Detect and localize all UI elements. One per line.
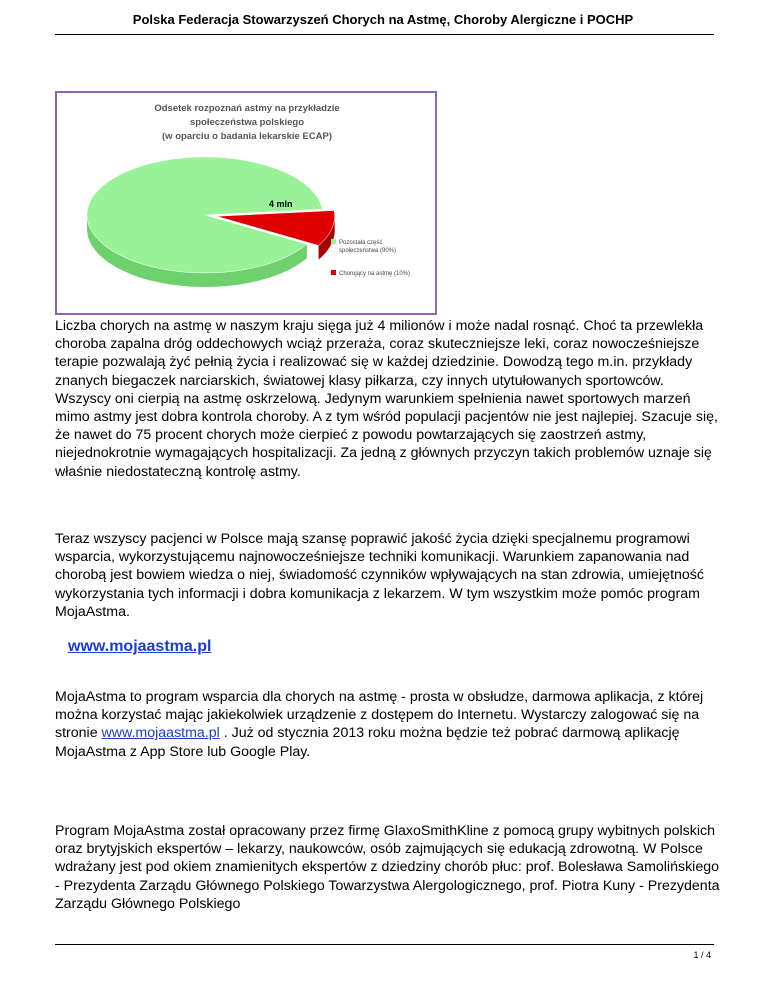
chart-title-line-1: Odsetek rozpoznań astmy na przykładzie <box>154 103 340 114</box>
pie-annotation: 4 mln <box>269 199 293 209</box>
pie-chart <box>57 93 435 313</box>
legend-swatch-0 <box>331 239 336 244</box>
paragraph-mojaastma-text-1: MojaAstma to program wsparcia dla chorych na astmę - prosta w obsłudze, darmowa aplikacja, z której można korzystać mając jakiekolwiek urządzenie z dostępem do Internetu. Wystarczy zalogować się na stronie <box>55 689 704 742</box>
page-header-title: Polska Federacja Stowarzyszeń Chorych na Astmę, Choroby Alergiczne i POCHP <box>132 12 634 27</box>
legend-label-0-line-1: Pozostała część <box>339 240 383 246</box>
chart-title-line-2: społeczeństwa polskiego <box>189 117 305 128</box>
paragraph-asthma-prevalence: Liczba chorych na astmę w naszym kraju sięga już 4 milionów i może nadal rosnąć. Choć ta przewlekła choroba zapalna dróg oddechowych wciąż przeraża, coraz skuteczniejsze leki, coraz nowocześniejsze terapie pozwalają żyć pełnią życia i realizować się w każdej dziedzinie. Dowodzą tego m.in. przykłady znanych biegaczek narciarskich, światowej klasy piłkarza, czy innych utytułowanych sportowców. Wszyscy oni cierpią na astmę oskrzelową. Jedynym warunkiem spełnienia nawet sportowych marzeń mimo astmy jest dobra kontrola choroby. A z tym wśród populacji pacjentów nie jest najlepiej. Szacuje się, że nawet do 75 procent chorych może cierpieć z powodu powtarzających się zaostrzeń astmy, niejednokrotnie wymagających hospitalizacji. Za jedną z głównych przyczyn takich problemów uznaje się właśnie niedostateczną kontrolę astmy. <box>55 318 718 480</box>
paragraph-mojaastma-text-2: . Już od stycznia 2013 roku można będzie też pobrać darmową aplikację MojaAstma z App Store lub Google Play. <box>55 725 680 760</box>
legend-label-0-line-2: społeczeństwa (90%) <box>339 248 397 254</box>
paragraph-mojaastma-app <box>55 688 720 761</box>
chart-figure <box>55 91 437 315</box>
page-number: 1 / 4 <box>693 950 711 960</box>
footer-divider <box>55 944 714 945</box>
paragraph-support-program: Teraz wszyscy pacjenci w Polsce mają szansę poprawić jakość życia dzięki specjalnemu programowi wsparcia, wykorzystującemu najnowocześniejsze techniki komunikacji. Warunkiem zapanowania nad chorobą jest bowiem wiedza o niej, świadomość czynników wpływających na stan zdrowia, umiejętność wykorzystania tych informacji i dobra komunikacja z lekarzem. W tym wszystkim może pomóc program MojaAstma. <box>55 531 704 620</box>
legend-label-1: Chorujący na astmę (10%) <box>339 271 411 277</box>
chart-title-line-3: (w oparciu o badania lekarskie ECAP) <box>162 131 332 142</box>
paragraph-program-experts: Program MojaAstma został opracowany przez firmę GlaxoSmithKline z pomocą grupy wybitnych polskich oraz brytyjskich ekspertów – lekarzy, naukowców, osób zajmujących się edukacją zdrowotną. W Polsce wdrażany jest pod okiem znamienitych ekspertów z dziedziny chorób płuc: prof. Bolesława Samolińskiego - Prezydenta Zarządu Głównego Polskiego Towarzystwa Alergologicznego, prof. Piotra Kuny - Prezydenta Zarządu Głównego Polskiego <box>55 823 720 912</box>
header-divider <box>55 34 714 35</box>
mojaastma-inline-link[interactable]: www.mojaastma.pl <box>101 725 220 742</box>
mojaastma-link[interactable]: www.mojaastma.pl <box>68 638 212 655</box>
legend-swatch-1 <box>331 270 336 275</box>
